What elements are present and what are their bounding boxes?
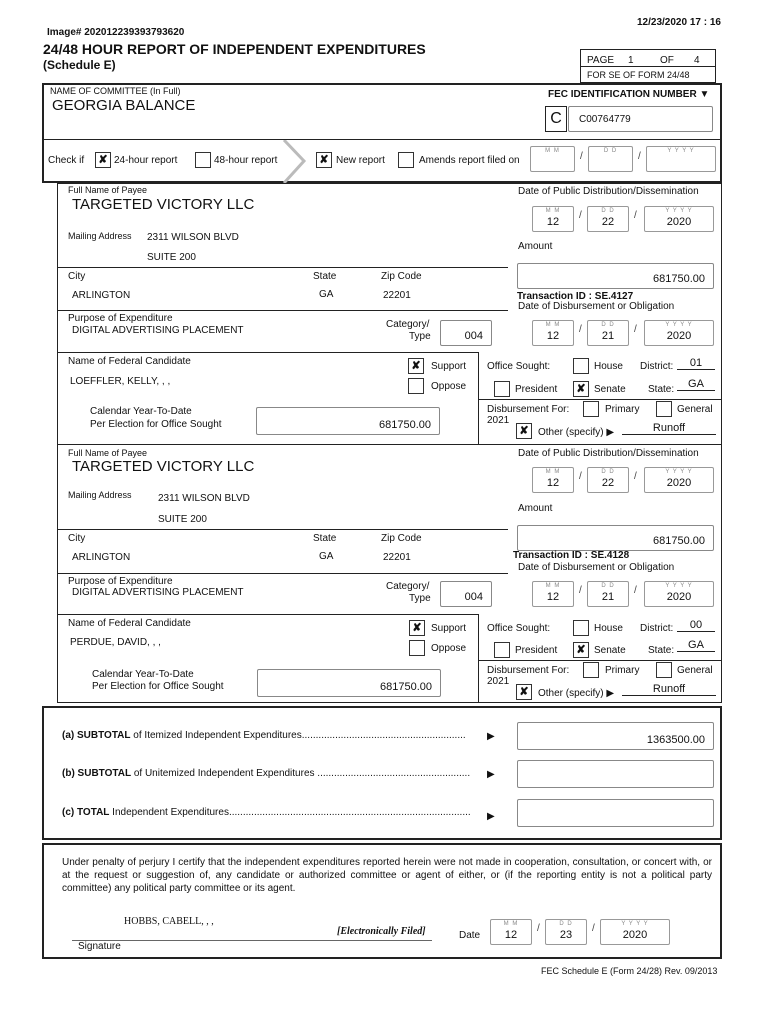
address-line-2: SUITE 200: [158, 514, 207, 525]
subtotal-b-field: [517, 760, 714, 788]
support-label: Support: [431, 623, 467, 634]
zip-label: Zip Code: [381, 533, 422, 544]
disb-date-dd: D D 21: [587, 320, 629, 346]
president-label: President: [515, 645, 558, 656]
label-24-hour: 24-hour report: [114, 155, 178, 166]
ytd-field: [257, 669, 441, 697]
checkbox-support[interactable]: ✘: [409, 620, 425, 636]
house-label: House: [594, 361, 623, 372]
form-footer: FEC Schedule E (Form 24/28) Rev. 09/2013: [541, 966, 718, 976]
category-label: Category/: [386, 319, 430, 330]
payee-name: TARGETED VICTORY LLC: [72, 458, 255, 475]
checkbox-24-hour[interactable]: ✘: [95, 152, 111, 168]
disb-for-label: Disbursement For:: [487, 404, 570, 415]
subtotal-a-label: (a) SUBTOTAL of Itemized Independent Expenditures...........................................................: [62, 730, 466, 741]
transaction-id: Transaction ID : SE.4128: [513, 550, 630, 561]
chevron-divider-icon: [282, 140, 308, 183]
state-label: State: [313, 271, 337, 282]
zip-value: 22201: [383, 290, 411, 301]
pub-date-label: Date of Public Distribution/Dissemination: [518, 186, 699, 197]
checkbox-primary[interactable]: [583, 662, 599, 678]
general-label: General: [677, 404, 713, 415]
checkbox-other[interactable]: ✘: [516, 684, 532, 700]
disb-date-yyyy: Y Y Y Y 2020: [644, 581, 714, 607]
fec-id-field: [568, 106, 713, 132]
pub-date-yyyy: Y Y Y Y 2020: [644, 467, 714, 493]
city-value: ARLINGTON: [72, 552, 131, 563]
subtotal-a-field: [517, 722, 714, 750]
signer-name: HOBBS, CABELL, , ,: [124, 916, 214, 927]
city-value: ARLINGTON: [72, 290, 131, 301]
checkbox-support[interactable]: ✘: [408, 358, 424, 374]
state-office-value: GA: [677, 639, 715, 652]
subtotal-b-label: (b) SUBTOTAL of Unitemized Independent Expenditures .......................................................: [62, 768, 471, 779]
arrow-icon: ▶: [487, 731, 495, 742]
disb-date-mm: M M 12: [532, 320, 574, 346]
purpose-value: DIGITAL ADVERTISING PLACEMENT: [72, 325, 244, 336]
checkbox-new-report[interactable]: ✘: [316, 152, 332, 168]
label-new-report: New report: [336, 155, 385, 166]
checkbox-general[interactable]: [656, 662, 672, 678]
pub-date-dd: D D 22: [587, 467, 629, 493]
checkbox-amends[interactable]: [398, 152, 414, 168]
amount-label: Amount: [518, 241, 553, 252]
address-line-2: SUITE 200: [147, 252, 196, 263]
candidate-label: Name of Federal Candidate: [68, 356, 191, 367]
checkbox-48-hour[interactable]: [195, 152, 211, 168]
page-total: 4: [694, 55, 700, 66]
support-label: Support: [431, 361, 467, 372]
pub-date-yyyy: Y Y Y Y 2020: [644, 206, 714, 232]
payee-label: Full Name of Payee: [68, 448, 148, 458]
mailing-label: Mailing Address: [68, 231, 132, 241]
fec-id-value: C00764779: [579, 114, 631, 125]
other-label: Other (specify) ▶: [538, 688, 615, 699]
amount-value: 681750.00: [653, 273, 705, 285]
candidate-name: PERDUE, DAVID, , ,: [70, 637, 161, 648]
category-value: 004: [464, 330, 483, 342]
amount-value: 681750.00: [653, 535, 705, 547]
check-if-label: Check if: [48, 155, 85, 166]
pub-date-mm: M M 12: [532, 467, 574, 493]
image-id: Image# 202012239393793620: [47, 27, 185, 38]
district-label: District:: [640, 361, 674, 372]
pub-date-dd: D D 22: [587, 206, 629, 232]
state-office-value: GA: [677, 378, 715, 391]
oppose-label: Oppose: [431, 643, 467, 654]
for-se-label: FOR SE OF FORM 24/48: [587, 70, 690, 80]
date-label: Date: [459, 930, 481, 941]
president-label: President: [515, 384, 558, 395]
ytd-value: 681750.00: [380, 681, 432, 693]
timestamp: 12/23/2020 17 : 16: [637, 17, 721, 28]
purpose-label: Purpose of Expenditure: [68, 313, 173, 324]
subtotal-a-value: 1363500.00: [646, 734, 705, 746]
arrow-icon: ▶: [487, 811, 495, 822]
office-label: Office Sought:: [487, 361, 551, 372]
category-field: [440, 320, 492, 346]
electronically-filed: [Electronically Filed]: [337, 926, 426, 937]
ytd-field: [256, 407, 440, 435]
state-office-label: State:: [648, 384, 675, 395]
checkbox-president[interactable]: [494, 381, 510, 397]
checkbox-other[interactable]: ✘: [516, 423, 532, 439]
house-label: House: [594, 623, 623, 634]
transaction-id: Transaction ID : SE.4127: [517, 291, 634, 302]
label-48-hour: 48-hour report: [214, 155, 278, 166]
amount-field: [517, 263, 714, 289]
page-label: PAGE: [587, 55, 615, 66]
other-value: Runoff: [622, 422, 716, 435]
signature-label: Signature: [78, 941, 121, 952]
amends-date-dd[interactable]: D D: [588, 146, 633, 172]
arrow-icon: ▶: [487, 769, 495, 780]
disb-date-label: Date of Disbursement or Obligation: [518, 301, 675, 312]
total-c-field: [517, 799, 714, 827]
office-label: Office Sought:: [487, 623, 551, 634]
pub-date-label: Date of Public Distribution/Dissemination: [518, 448, 699, 459]
oppose-label: Oppose: [431, 381, 467, 392]
sign-date-mm: M M 12: [490, 919, 532, 945]
committee-name-label: NAME OF COMMITTEE (In Full): [50, 86, 181, 96]
sign-date-yyyy: Y Y Y Y 2020: [600, 919, 670, 945]
candidate-label: Name of Federal Candidate: [68, 618, 191, 629]
checkbox-president[interactable]: [494, 642, 510, 658]
page-box: [580, 49, 716, 83]
purpose-value: DIGITAL ADVERTISING PLACEMENT: [72, 587, 244, 598]
city-label: City: [68, 271, 86, 282]
amends-date-mm[interactable]: M M: [530, 146, 575, 172]
sign-date-dd: D D 23: [545, 919, 587, 945]
type-label: Type: [409, 593, 431, 604]
primary-label: Primary: [605, 665, 640, 676]
address-line-1: 2311 WILSON BLVD: [147, 232, 239, 243]
form-title: 24/48 HOUR REPORT OF INDEPENDENT EXPENDITURES: [43, 41, 426, 57]
checkbox-house[interactable]: [573, 620, 589, 636]
category-value: 004: [464, 591, 483, 603]
ytd-value: 681750.00: [379, 419, 431, 431]
total-c-label: (c) TOTAL Independent Expenditures.......................................................................................: [62, 807, 471, 818]
committee-name: GEORGIA BALANCE: [52, 97, 196, 114]
checkbox-oppose[interactable]: [409, 640, 425, 656]
state-value: GA: [319, 289, 334, 300]
district-value: 00: [677, 619, 715, 632]
election-year: 2021: [487, 676, 510, 687]
amount-field: [517, 525, 714, 551]
district-value: 01: [677, 357, 715, 370]
checkbox-house[interactable]: [573, 358, 589, 374]
disb-date-label: Date of Disbursement or Obligation: [518, 562, 675, 573]
address-line-1: 2311 WILSON BLVD: [158, 493, 250, 504]
zip-value: 22201: [383, 552, 411, 563]
disb-date-yyyy: Y Y Y Y 2020: [644, 320, 714, 346]
zip-label: Zip Code: [381, 271, 422, 282]
checkbox-senate[interactable]: ✘: [573, 381, 589, 397]
amount-label: Amount: [518, 503, 553, 514]
ytd-label-2: Per Election for Office Sought: [90, 419, 222, 430]
state-value: GA: [319, 551, 334, 562]
label-amends: Amends report filed on: [419, 155, 520, 166]
checkbox-primary[interactable]: [583, 401, 599, 417]
election-year: 2021: [487, 415, 510, 426]
purpose-label: Purpose of Expenditure: [68, 576, 173, 587]
checkbox-oppose[interactable]: [408, 378, 424, 394]
disb-for-label: Disbursement For:: [487, 665, 570, 676]
senate-label: Senate: [594, 645, 626, 656]
general-label: General: [677, 665, 713, 676]
fec-id-label: FEC IDENTIFICATION NUMBER ▼: [548, 89, 710, 100]
of-label: OF: [660, 55, 674, 66]
certification-text: Under penalty of perjury I certify that the independent expenditures reported herein were not made in cooperation, consultation, or concert with, or at the request or suggestion of, any candidate or authorized committee or agent of either, or (if the reporting entity is not a political party committee) any political party committee or its agent.: [62, 857, 712, 894]
state-office-label: State:: [648, 645, 675, 656]
other-label: Other (specify) ▶: [538, 427, 615, 438]
amends-date-yyyy[interactable]: Y Y Y Y: [646, 146, 716, 172]
candidate-name: LOEFFLER, KELLY, , ,: [70, 376, 171, 387]
primary-label: Primary: [605, 404, 640, 415]
fec-id-prefix: C: [545, 106, 567, 132]
disb-date-mm: M M 12: [532, 581, 574, 607]
ytd-label-1: Calendar Year-To-Date: [92, 669, 194, 680]
ytd-label-2: Per Election for Office Sought: [92, 681, 224, 692]
other-value: Runoff: [622, 683, 716, 696]
checkbox-general[interactable]: [656, 401, 672, 417]
state-label: State: [313, 533, 337, 544]
category-field: [440, 581, 492, 607]
type-label: Type: [409, 331, 431, 342]
senate-label: Senate: [594, 384, 626, 395]
payee-label: Full Name of Payee: [68, 185, 148, 195]
ytd-label-1: Calendar Year-To-Date: [90, 406, 192, 417]
mailing-label: Mailing Address: [68, 490, 132, 500]
category-label: Category/: [386, 581, 430, 592]
payee-name: TARGETED VICTORY LLC: [72, 196, 255, 213]
pub-date-mm: M M 12: [532, 206, 574, 232]
district-label: District:: [640, 623, 674, 634]
city-label: City: [68, 533, 86, 544]
page-number: 1: [628, 55, 634, 66]
checkbox-senate[interactable]: ✘: [573, 642, 589, 658]
disb-date-dd: D D 21: [587, 581, 629, 607]
form-subtitle: (Schedule E): [43, 58, 116, 72]
